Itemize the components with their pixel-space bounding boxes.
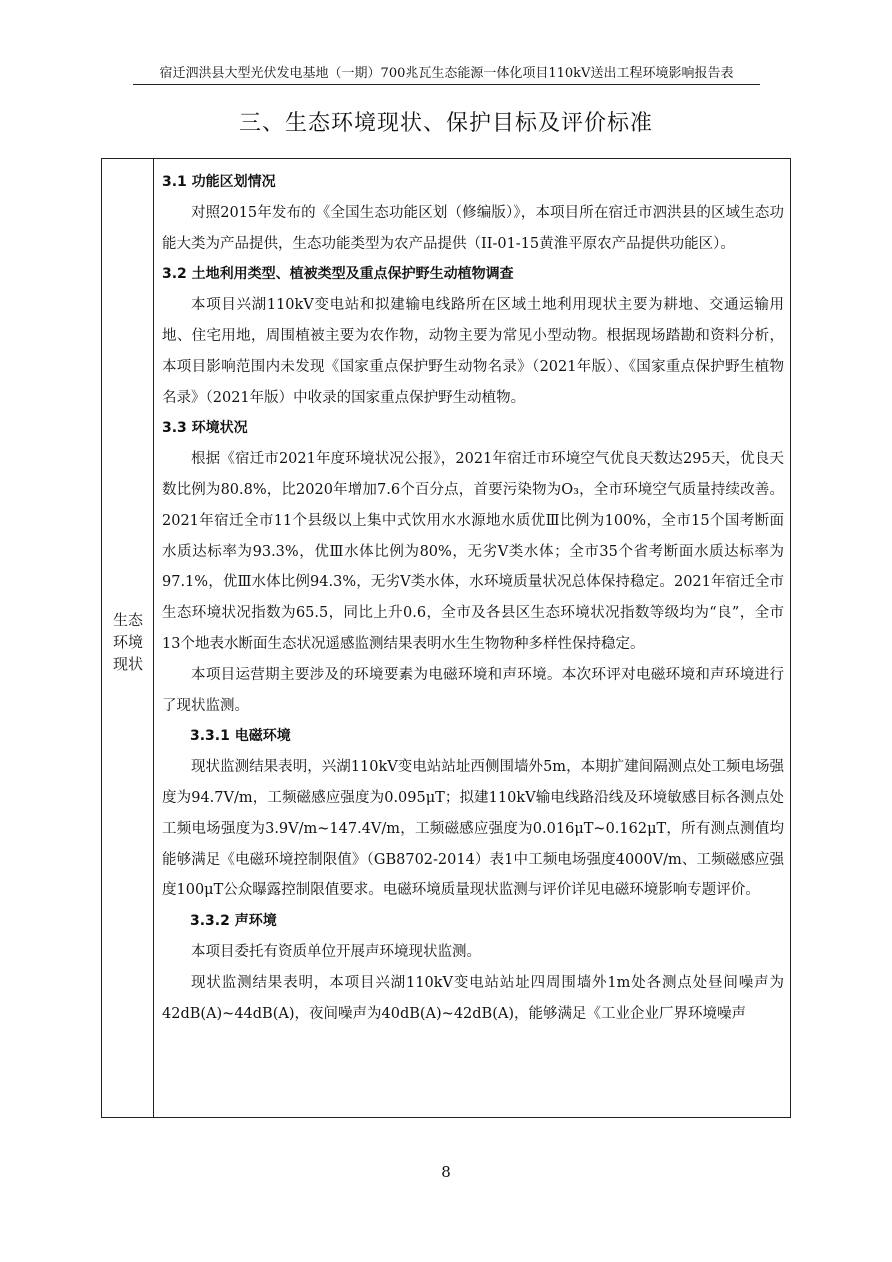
row-label-line: 生态 [112, 611, 143, 629]
paragraph: 本项目运营期主要涉及的环境要素为电磁环境和声环境。本次环评对电磁环境和声环境进行了现状监测。 [162, 666, 784, 714]
paragraph: 现状监测结果表明，兴湖110kV变电站站址西侧围墙外5m，本期扩建间隔测点处工频电场强度为94.7V/m，工频磁感应强度为0.095μT；拟建110kV输电线路沿线及环境敏感目标各测点处工频电场强度为3.9V/m~147.4V/m，工频磁感应强度为0.016μT~0.162μT，所有测点测值均能够满足《电磁环境控制限值》（GB8702-2014）表1中工频电场强度4000V/m、工频磁感应强度100μT公众曝露控制限值要求。电磁环境质量现状监测与评价详见电磁环境影响专题评价。 [162, 759, 784, 899]
row-label-line: 环境 [112, 633, 143, 651]
chapter-title: 三、生态环境现状、保护目标及评价标准 [238, 111, 653, 136]
section-heading-3-1: 3.1 功能区划情况 [162, 174, 276, 190]
section-heading-3-3-1: 3.3.1 电磁环境 [190, 728, 291, 745]
page-number: 8 [441, 1163, 451, 1181]
content-cell [162, 167, 784, 1029]
paragraph: 本项目兴湖110kV变电站和拟建输电线路所在区域土地利用现状主要为耕地、交通运输用地、住宅用地，周围植被主要为农作物，动物主要为常见小型动物。根据现场踏勘和资料分析，本项目影响范围内未发现《国家重点保护野生动物名录》（2021年版）、《国家重点保护野生植物名录》（2021年版）中收录的国家重点保护野生动植物。 [162, 297, 784, 406]
section-heading-3-3: 3.3 环境状况 [162, 420, 248, 437]
paragraph: 现状监测结果表明，本项目兴湖110kV变电站站址四周围墙外1m处各测点处昼间噪声为42dB(A)~44dB(A)，夜间噪声为40dB(A)~42dB(A)，能够满足《工业企业厂界环境噪声 [162, 974, 784, 1022]
row-label [102, 609, 154, 675]
row-label-cell [102, 159, 154, 1117]
paragraph: 对照2015年发布的《全国生态功能区划（修编版）》，本项目所在宿迁市泗洪县的区域生态功能大类为产品提供，生态功能类型为农产品提供（II-01-15黄淮平原农产品提供功能区）。 [162, 204, 784, 252]
section-heading-3-3-2: 3.3.2 声环境 [190, 913, 277, 930]
content-table [101, 158, 791, 1118]
section-heading-3-2: 3.2 土地利用类型、植被类型及重点保护野生动植物调查 [162, 266, 514, 283]
paragraph: 本项目委托有资质单位开展声环境现状监测。 [191, 943, 481, 960]
row-label-line: 现状 [112, 655, 143, 673]
paragraph: 根据《宿迁市2021年度环境状况公报》，2021年宿迁市环境空气优良天数达295天，优良天数比例为80.8%，比2020年增加7.6个百分点，首要污染物为O₃，全市环境空气质量持续改善。2021年宿迁全市11个县级以上集中式饮用水水源地水质优Ⅲ比例为100%，全市15个国考断面水质达标率为93.3%，优Ⅲ水体比例为80%，无劣Ⅴ类水体；全市35个省考断面水质达标率为97.1%，优Ⅲ水体比例94.3%，无劣Ⅴ类水体，水环境质量状况总体保持稳定。2021年宿迁全市生态环境状况指数为65.5，同比上升0.6，全市及各县区生态环境状况指数等级均为“良”，全市13个地表水断面生态状况遥感监测结果表明水生生物物种多样性保持稳定。 [162, 451, 784, 652]
running-header: 宿迁泗洪县大型光伏发电基地（一期）700兆瓦生态能源一体化项目110kV送出工程环境影响报告表 [133, 62, 760, 85]
